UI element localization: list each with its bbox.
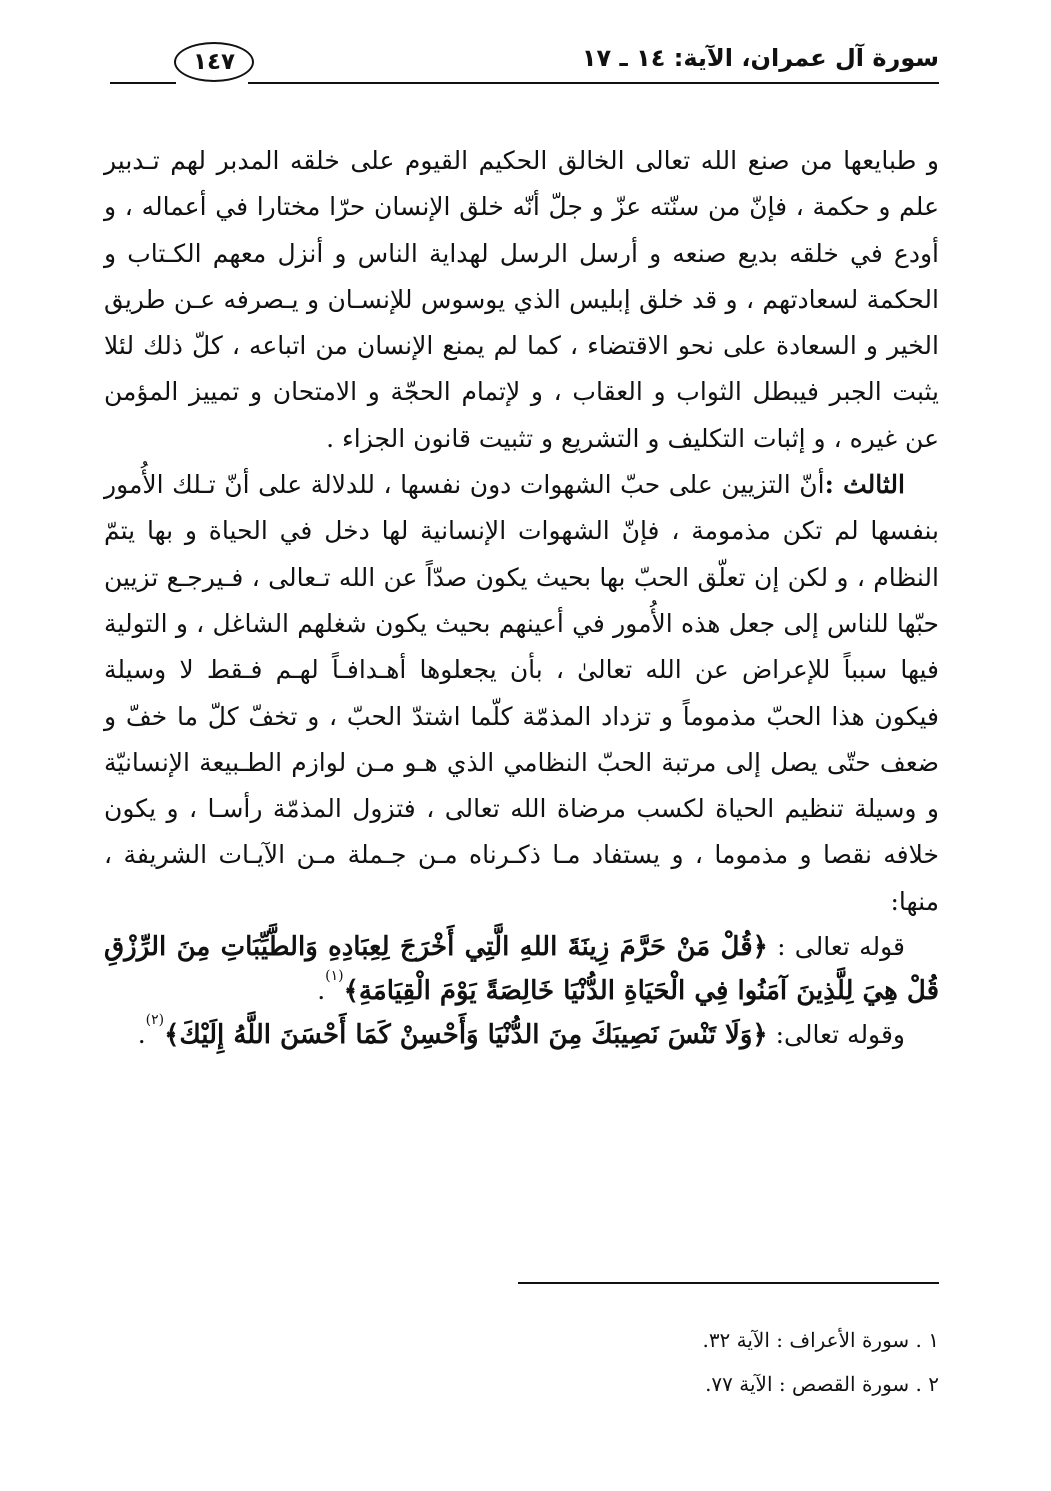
verse-2: وقوله تعالى: ﴿وَلَا تَنْسَ نَصِيبَكَ مِنَ الدُّنْيَا وَأَحْسِنْ كَمَا أَحْسَنَ اللَّهُ إِلَيْكَ﴾$^{(٢)}$. <box>137 1012 905 1051</box>
page-header <box>110 40 939 86</box>
paragraph-2 <box>104 462 939 925</box>
footnote-2: ٢ . سورة القصص : الآية ٧٧. <box>705 1372 939 1396</box>
footnote-ref-2[interactable]: (٢) <box>145 1012 165 1029</box>
verse-1-intro: قوله تعالى : <box>777 932 906 962</box>
footnote-separator <box>518 1282 939 1284</box>
page-number: ١٤٧ <box>174 42 254 82</box>
paragraph-1 <box>104 138 939 462</box>
running-title: سورة آل عمران، الآية: ١٤ ـ ١٧ <box>581 44 939 72</box>
paragraph-2-text: أنّ التزيين على حبّ الشهوات دون نفسها ، للدلالة على أنّ تـلك الأُمور بنفسها لم تكن مذمومة ، فإنّ الشهوات الإنسانية لها دخل في الحياة و بها يتمّ النظام ، و لكن إن تعلّق الحبّ بها بحيث يكون صدّاً عن الله تـعالى ، فـيرجـع تزيين حبّها للناس إلى جعل هذه الأُمور في أعينهم بحيث يكون شغلهم الشاغل ، و التولية فيها سبباً للإعراض عن الله تعالىٰ ، بأن يجعلوها أهـدافـاً لهـم فـقط لا وسيلة فيكون هذا الحبّ مذموماً و تزداد المذمّة كلّما اشتدّ الحبّ ، و تخفّ كلّ ما خفّ و ضعف حتّى يصل إلى مرتبة الحبّ النظامي الذي هـو مـن لوازم الطـبيعة الإنسانيّة و وسيلة تنظيم الحياة لكسب مرضاة الله تعالى ، فتزول المذمّة رأسـا ، و يكون خلافه نقصا و مذموما ، و يستفاد مـا ذكـرناه مـن جـملة مـن الآيـات الشريفة ، منها: <box>104 470 939 916</box>
verse-1-text: ﴿قُلْ مَنْ حَرَّمَ زِينَةَ اللهِ الَّتِي أَخْرَجَ لِعِبَادِهِ وَالطَّيِّبَاتِ مِنَ الرِّزْقِ قُلْ هِيَ لِلَّذِينَ آمَنُوا فِي الْحَيَاةِ الدُّنْيَا خَالِصَةً يَوْمَ الْقِيَامَةِ﴾ <box>104 932 939 1007</box>
verse-2-intro: وقوله تعالى: <box>775 1020 905 1050</box>
paragraph-1-text: و طبايعها من صنع الله تعالى الخالق الحكيم القيوم على خلقه المدبر لهم تـدبير علم و حكمة ، فإنّ من سنّته عزّ و جلّ أنّه خلق الإنسان حرّا مختارا في أعماله ، و أودع في خلقه بديع صنعه و أرسل الرسل لهداية الناس و أنزل معهم الكـتاب و الحكمة لسعادتهم ، و قد خلق إبليس الذي يوسوس للإنسـان و يـصرفه عـن طريق الخير و السعادة على نحو الاقتضاء ، كما لم يمنع الإنسان من اتباعه ، كلّ ذلك لئلا يثبت الجبر فيبطل الثواب و العقاب ، و لإتمام الحجّة و الامتحان و تمييز المؤمن عن غيره ، و إثبات التكليف و التشريع و تثبيت قانون الجزاء . <box>104 146 939 453</box>
paragraph-2-lead: الثالث : <box>824 470 905 500</box>
verse-2-text: ﴿وَلَا تَنْسَ نَصِيبَكَ مِنَ الدُّنْيَا وَأَحْسِنْ كَمَا أَحْسَنَ اللَّهُ إِلَيْكَ﴾ <box>164 1020 768 1051</box>
footnote-ref-1[interactable]: (١) <box>325 968 344 985</box>
footnote-1: ١ . سورة الأعراف : الآية ٣٢. <box>702 1328 939 1352</box>
footnotes <box>702 1318 939 1406</box>
main-text <box>104 138 939 1057</box>
verse-1: قوله تعالى : ﴿قُلْ مَنْ حَرَّمَ زِينَةَ اللهِ الَّتِي أَخْرَجَ لِعِبَادِهِ وَالطَّيِّبَاتِ مِنَ الرِّزْقِ قُلْ هِيَ لِلَّذِينَ آمَنُوا فِي الْحَيَاةِ الدُّنْيَا خَالِصَةً يَوْمَ الْقِيَامَةِ﴾$^{(١)}$. <box>104 932 939 1007</box>
